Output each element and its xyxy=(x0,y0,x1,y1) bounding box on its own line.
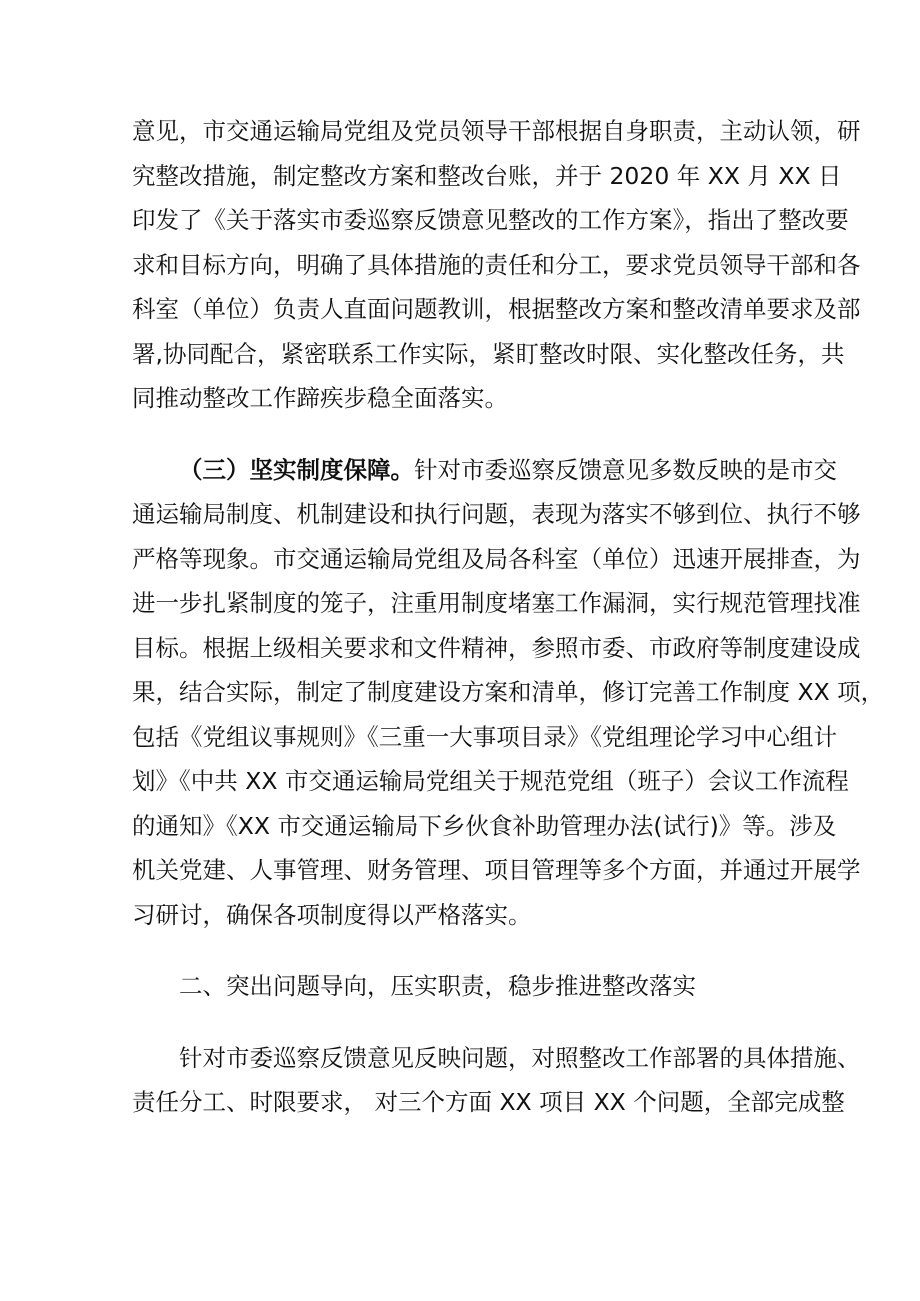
text-line: 机关党建、人事管理、财务管理、项目管理等多个方面，并通过开展学 xyxy=(132,856,861,884)
text-line: 包括《党组议事规则》《三重一大事项目录》《党组理论学习中心组计 xyxy=(132,722,837,751)
document-body xyxy=(132,109,885,1125)
text-line: 针对市委巡察反馈意见反映问题，对照整改工作部署的具体措施、 xyxy=(179,1043,861,1072)
paragraph-3 xyxy=(132,1036,861,1125)
text-line: 意见，市交通运输局党组及党员领导干部根据自身职责，主动认领，研 xyxy=(132,117,861,145)
text-line: 同推动整改工作蹄疾步稳全面落实。 xyxy=(132,384,508,412)
text-line: 科室（单位）负责人直面问题教训，根据整改方案和整改清单要求及部 xyxy=(132,295,861,323)
text-line: 印发了《关于落实市委巡察反馈意见整改的工作方案》，指出了整改要 xyxy=(132,206,849,234)
text-line: 署,协同配合，紧密联系工作实际，紧盯整改时限、实化整改任务，共 xyxy=(132,339,845,368)
paragraph-1 xyxy=(132,109,861,421)
paragraph-spacer xyxy=(132,937,797,964)
text-line: 习研讨，确保各项制度得以严格落实。 xyxy=(132,900,532,929)
paragraph-2 xyxy=(132,448,885,938)
text-line: 目标。根据上级相关要求和文件精神，参照市委、市政府等制度建设成 xyxy=(132,633,861,662)
text-line xyxy=(132,448,837,493)
text-line: 果，结合实际，制定了制度建设方案和清单，修订完善工作制度 XX 项， xyxy=(132,678,885,706)
text-run: 针对市委巡察反馈意见多数反映的是市交 xyxy=(414,455,837,484)
text-line: 进一步扎紧制度的笼子，注重用制度堵塞工作漏洞，实行规范管理找准 xyxy=(132,589,861,617)
text-line: 严格等现象。市交通运输局党组及局各科室（单位）迅速开展排查，为 xyxy=(132,544,861,573)
text-line: 通运输局制度、机制建设和执行问题，表现为落实不够到位、执行不够 xyxy=(132,500,861,528)
text-line: 划》《中共 XX 市交通运输局党组关于规范党组（班子）会议工作流程 xyxy=(132,767,849,795)
paragraph-spacer xyxy=(132,421,797,448)
section-heading: 二、突出问题导向，压实职责，稳步推进整改落实 xyxy=(179,972,696,1000)
text-line: 的通知》《XX 市交通运输局下乡伙食补助管理办法(试行)》等。涉及 xyxy=(132,811,837,840)
subsection-heading: （三）坚实制度保障。 xyxy=(179,455,414,484)
text-line: 求和目标方向，明确了具体措施的责任和分工，要求党员领导干部和各 xyxy=(132,250,861,279)
text-line: 究整改措施，制定整改方案和整改台账，并于 2020 年 XX 月 XX 日 xyxy=(132,161,842,190)
paragraph-spacer xyxy=(132,1009,797,1036)
text-line: 责任分工、时限要求， 对三个方面 XX 项目 XX 个问题，全部完成整 xyxy=(132,1088,845,1116)
